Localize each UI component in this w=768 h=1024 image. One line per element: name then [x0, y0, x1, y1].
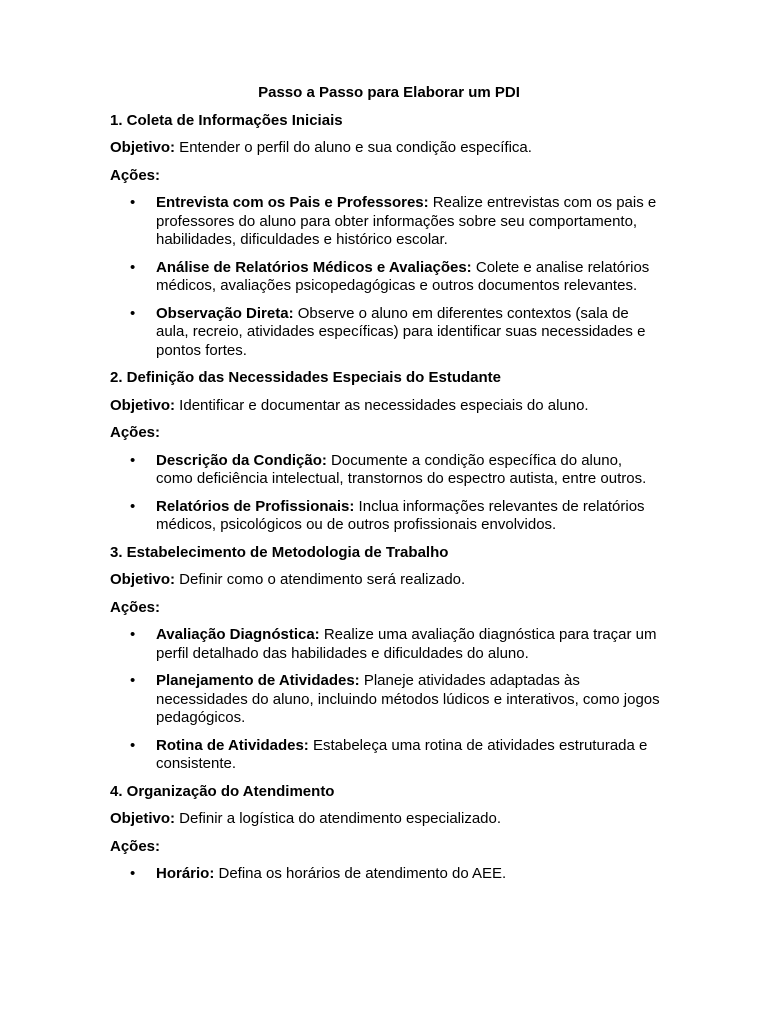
item-text: Documente a condição específica do aluno, como deficiência intelectual, transtornos do espectro autista, entre outros. — [156, 451, 647, 487]
item-text: Planeje atividades adaptadas às necessidades do aluno, incluindo métodos lúdicos e interativos, como jogos pedagógicos. — [156, 672, 660, 726]
item-term: Descrição da Condição: — [156, 451, 327, 469]
list-item — [110, 498, 660, 535]
bullet-icon: • — [130, 304, 136, 322]
section-1 — [110, 112, 660, 361]
list-item — [110, 259, 660, 296]
bullet-icon: • — [130, 865, 136, 882]
objective-paragraph — [110, 139, 660, 158]
actions-label: Ações: — [110, 424, 161, 441]
actions-label: Ações: — [110, 598, 161, 616]
objective-label: Objetivo: — [110, 571, 176, 588]
objective-paragraph — [110, 397, 660, 416]
list-item — [110, 626, 660, 663]
objective-label: Objetivo: — [110, 139, 176, 156]
actions-label: Ações: — [110, 837, 161, 855]
list-item — [110, 865, 660, 884]
bullet-icon: • — [130, 451, 136, 469]
item-text: Estabeleça uma rotina de atividades estruturada e consistente. — [156, 736, 648, 772]
item-term: Planejamento de Atividades: — [156, 672, 360, 689]
section-4 — [110, 783, 660, 884]
objective-text: Identificar e documentar as necessidades especiais do aluno. — [175, 396, 589, 414]
item-text: Colete e analise relatórios médicos, avaliações psicopedagógicas e outros documentos relevantes. — [156, 258, 650, 294]
document-page — [110, 84, 660, 893]
section-heading: 2. Definição das Necessidades Especiais do Estudante — [110, 369, 501, 386]
bullet-icon: • — [130, 258, 136, 276]
item-term: Análise de Relatórios Médicos e Avaliações: — [156, 258, 472, 276]
bullet-icon: • — [130, 497, 136, 515]
section-heading: 4. Organização do Atendimento — [110, 782, 335, 800]
objective-label: Objetivo: — [110, 396, 176, 414]
section-3 — [110, 544, 660, 774]
item-text: Realize uma avaliação diagnóstica para traçar um perfil detalhado das habilidades e dificuldades do aluno. — [156, 626, 657, 662]
bullet-icon: • — [130, 672, 136, 689]
actions-list — [110, 194, 660, 360]
item-term: Rotina de Atividades: — [156, 736, 309, 754]
list-item — [110, 194, 660, 250]
list-item — [110, 452, 660, 489]
item-term: Avaliação Diagnóstica: — [156, 626, 320, 643]
bullet-icon: • — [130, 736, 136, 754]
list-item — [110, 305, 660, 361]
section-heading: 1. Coleta de Informações Iniciais — [110, 111, 343, 129]
objective-text: Definir como o atendimento será realizado. — [175, 571, 466, 588]
objective-paragraph — [110, 571, 660, 590]
bullet-icon: • — [130, 194, 136, 211]
bullet-icon: • — [130, 626, 136, 643]
objective-text: Entender o perfil do aluno e sua condição específica. — [175, 139, 532, 156]
section-2 — [110, 369, 660, 535]
item-term: Horário: — [156, 865, 215, 882]
list-item — [110, 672, 660, 728]
item-term: Relatórios de Profissionais: — [156, 497, 355, 515]
section-heading: 3. Estabelecimento de Metodologia de Trabalho — [110, 543, 449, 561]
actions-list — [110, 626, 660, 774]
document-title: Passo a Passo para Elaborar um PDI — [258, 84, 520, 101]
objective-text: Definir a logística do atendimento especializado. — [175, 810, 502, 827]
actions-list — [110, 452, 660, 535]
objective-paragraph — [110, 810, 660, 829]
item-term: Observação Direta: — [156, 304, 294, 322]
list-item — [110, 737, 660, 774]
objective-label: Objetivo: — [110, 810, 176, 827]
actions-list — [110, 865, 660, 884]
item-text: Observe o aluno em diferentes contextos (sala de aula, recreio, atividades específicas) para identificar suas necessidades e pontos fortes. — [156, 304, 646, 359]
item-text: Inclua informações relevantes de relatórios médicos, psicológicos ou de outros profissionais envolvidos. — [156, 497, 645, 533]
item-text: Defina os horários de atendimento do AEE. — [214, 865, 507, 882]
item-term: Entrevista com os Pais e Professores: — [156, 194, 429, 211]
item-text: Realize entrevistas com os pais e professores do aluno para obter informações sobre seu comportamento, habilidades, dificuldades e histórico escolar. — [156, 194, 657, 248]
actions-label: Ações: — [110, 166, 161, 184]
